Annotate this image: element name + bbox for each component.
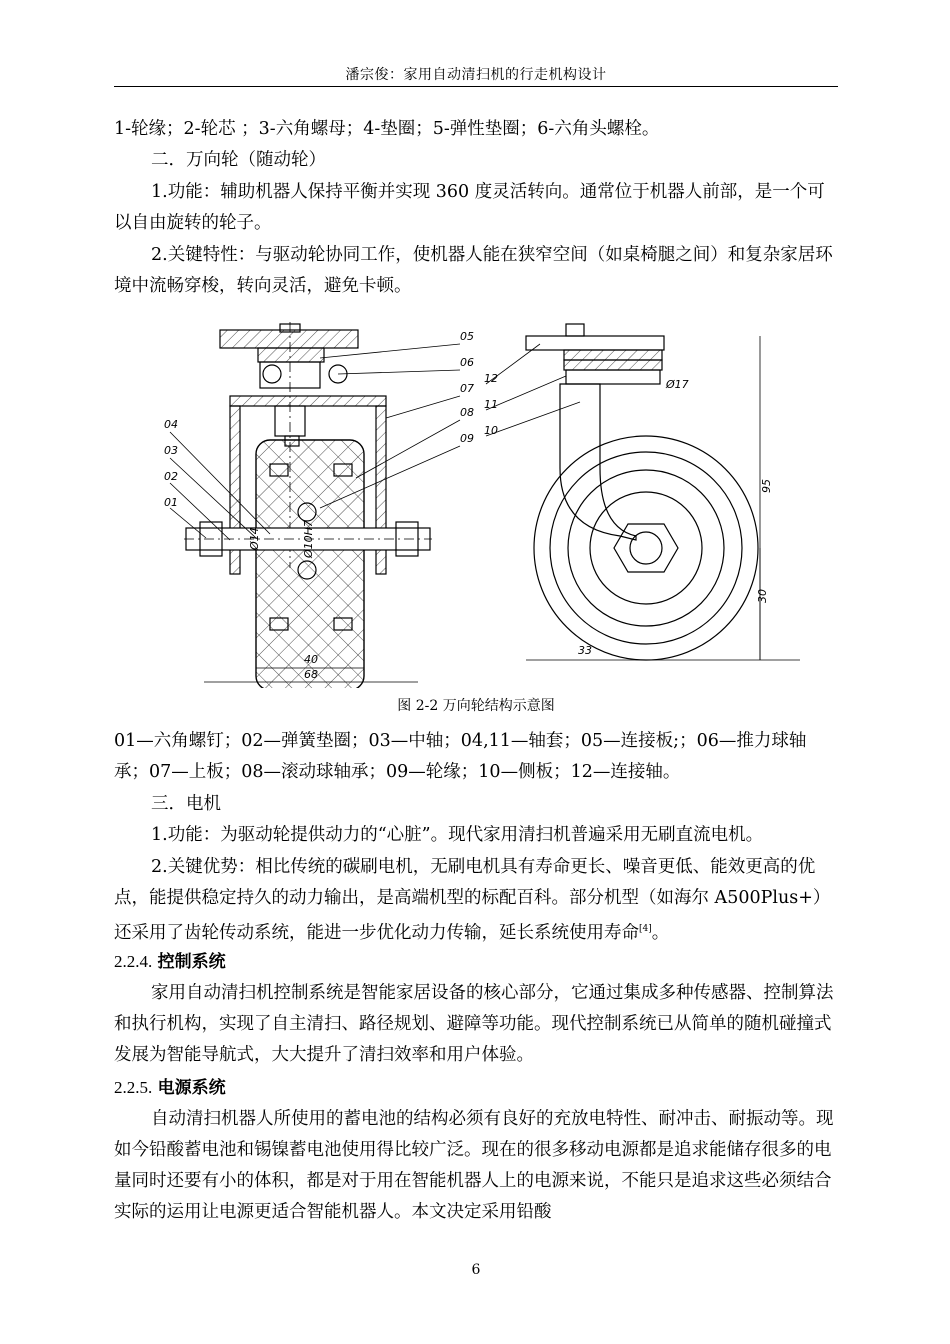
paragraph-power-system: 自动清扫机器人所使用的蓄电池的结构必须有良好的充放电特性、耐冲击、耐振动等。现如今铅酸蓄电池和锡镍蓄电池使用得比较广泛。现在的很多移动电源都是追求能储存很多的电量同时还要有小的体积，都是对于用在智能机器人上的电源来说，不能只是追求这些必须结合实际的运用让电源更适合智能机器人。本文决定采用铅酸 xyxy=(114,1109,834,1222)
subheading-motor: 三．电机 xyxy=(151,794,221,814)
label-02: 02 xyxy=(164,470,178,483)
label-11: 11 xyxy=(484,398,498,411)
motor-advantages-text: 2.关键优势：相比传统的碳刷电机，无刷电机具有寿命更长、噪音更低、能效更高的优点，能提供稳定持久的动力输出，是高端机型的标配百科。部分机型（如海尔 A500Plus+）还采用了齿轮传动系统，能进一步优化动力传输，延长系统使用寿命 xyxy=(114,857,831,943)
heading-control-system xyxy=(114,946,226,978)
dim-d10: Ø10H7 xyxy=(302,520,315,558)
label-07: 07 xyxy=(460,382,474,395)
dim-33: 33 xyxy=(578,644,592,657)
dim-40: 40 xyxy=(304,653,318,666)
paragraph-motor-function: 1.功能：为驱动轮提供动力的“心脏”。现代家用清扫机普遍采用无刷直流电机。 xyxy=(151,825,764,845)
label-09: 09 xyxy=(460,432,474,445)
heading-title: 电源系统 xyxy=(157,1078,226,1098)
paragraph-part-list: 1-轮缘；2-轮芯 ；3-六角螺母；4-垫圈；5-弹性垫圈；6-六角头螺栓。 xyxy=(114,119,660,139)
label-10: 10 xyxy=(484,424,498,437)
caster-wheel-figure xyxy=(160,318,800,688)
page-number: 6 xyxy=(471,1262,481,1278)
label-12: 12 xyxy=(484,372,498,385)
dim-30: 30 xyxy=(756,589,769,603)
running-header: 潘宗俊：家用自动清扫机的行走机构设计 xyxy=(345,67,607,83)
heading-number: 2.2.5. xyxy=(114,1078,153,1097)
dim-d17: Ø17 xyxy=(666,378,689,391)
label-06: 06 xyxy=(460,356,474,369)
label-04: 04 xyxy=(164,418,178,431)
subheading-caster-wheel: 二．万向轮（随动轮） xyxy=(151,150,326,170)
header-rule xyxy=(114,86,838,87)
figure-caption: 图 2-2 万向轮结构示意图 xyxy=(397,698,555,714)
motor-advantages-end: 。 xyxy=(651,922,670,943)
paragraph-caster-function: 1.功能：辅助机器人保持平衡并实现 360 度灵活转向。通常位于机器人前部，是一个可以自由旋转的轮子。 xyxy=(114,182,825,233)
heading-power-system xyxy=(114,1072,226,1104)
paragraph-caster-features: 2.关键特性：与驱动轮协同工作，使机器人能在狭窄空间（如桌椅腿之间）和复杂家居环境中流畅穿梭，转向灵活，避免卡顿。 xyxy=(114,245,833,296)
label-08: 08 xyxy=(460,406,474,419)
label-03: 03 xyxy=(164,444,178,457)
heading-number: 2.2.4. xyxy=(114,952,153,971)
side-labels xyxy=(484,372,773,657)
label-01: 01 xyxy=(164,496,178,509)
paragraph-figure-legend: 01—六角螺钉；02—弹簧垫圈；03—中轴；04,11—轴套；05—连接板;；06—推力球轴承；07—上板；08—滚动球轴承；09—轮缘；10—侧板；12—连接轴。 xyxy=(114,731,807,782)
heading-title: 控制系统 xyxy=(157,952,226,972)
side-view xyxy=(526,324,800,660)
paragraph-control-system: 家用自动清扫机控制系统是智能家居设备的核心部分，它通过集成多种传感器、控制算法和执行机构，实现了自主清扫、路径规划、避障等功能。现代控制系统已从简单的随机碰撞式发展为智能导航式，大大提升了清扫效率和用户体验。 xyxy=(114,983,834,1065)
paragraph-motor-advantages xyxy=(114,852,838,949)
dim-95: 95 xyxy=(760,479,773,493)
dim-68: 68 xyxy=(304,668,318,681)
caster-wheel-drawing xyxy=(160,318,800,688)
label-05: 05 xyxy=(460,330,474,343)
citation-ref: [4] xyxy=(639,924,652,934)
section-view xyxy=(184,322,432,688)
dim-d14: Ø14 xyxy=(248,527,261,550)
